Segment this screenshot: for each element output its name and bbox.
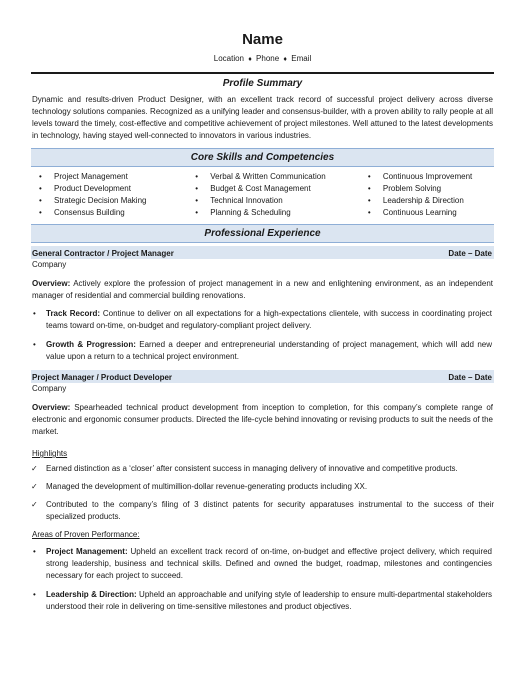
highlight-item: ✓ Contributed to the company’s filing of 3 distinct patents for security apparatuses instrumental to the success of their specialized products. — [31, 500, 494, 521]
skills-column-3 — [368, 171, 494, 219]
job-bullet: • Growth & Progression: Earned a deeper and entrepreneurial understanding of project management, which will add new value upon a return to a technical project environment. — [33, 340, 492, 361]
job-header — [31, 246, 494, 259]
bullet-icon: • — [39, 208, 42, 217]
contact-email: Email — [291, 54, 312, 63]
skill-item: • Consensus Building — [39, 208, 125, 217]
contact-line — [31, 53, 494, 65]
summary-text: Dynamic and results-driven Product Designer, with an excellent track record of successful project delivery across diverse technology solutions companies. Recognized as a unifying leader and consensus-builder, with a proven ability to rally people at all levels toward the timely, cost-effective and competitive achievement of project milestones. Well attuned to the latest developments in technology, having stayed well-connected to innovators in various industries. — [32, 95, 493, 140]
checkmark-icon: ✓ — [31, 500, 38, 509]
job-company: Company — [32, 384, 67, 393]
overview-label: Overview: — [32, 279, 71, 288]
proven-item: • Project Management: Upheld an excellent track record of on-time, on-budget and effective project delivery, which required strong leadership, business and technical skills. Defined and owned the budget, roadmap, milestones and contingencies necessary for each project to succeed. — [33, 547, 493, 580]
skill-item: • Problem Solving — [367, 184, 442, 193]
highlights-list — [31, 463, 494, 523]
skill-item: • Technical Innovation — [195, 196, 283, 205]
job-dates: Date – Date — [448, 249, 492, 258]
checkmark-icon: ✓ — [31, 482, 38, 491]
bullet-icon: • — [39, 172, 42, 181]
bullet-icon: • — [195, 196, 198, 205]
job-overview: Overview: Actively explore the profession of project management in a new and enlightening environment, as an independent manager of residential and commercial building renovations. — [32, 279, 493, 300]
skill-item: • Planning & Scheduling — [195, 208, 291, 217]
highlight-item: ✓ Earned distinction as a ‘closer’ after consistent success in managing delivery of innovative and competitive products. — [31, 464, 458, 473]
candidate-name: Name — [242, 31, 283, 48]
skill-item: • Strategic Decision Making — [39, 196, 147, 205]
bullet-icon: • — [33, 340, 36, 349]
experience-heading: Professional Experience — [31, 224, 494, 243]
skills-column-1 — [39, 171, 195, 219]
job-overview: Overview: Spearheaded technical product development from inception to completion, for this company’s complete range of electronic and ergonomic consumer products. Directed the life-cycle behind innovating or revising products to suit the needs of the market. — [32, 403, 493, 436]
skill-item: • Leadership & Direction — [367, 196, 464, 205]
bullet-icon: • — [195, 172, 198, 181]
job-role: Project Manager / Product Developer — [32, 373, 173, 382]
contact-phone: Phone — [256, 54, 280, 63]
skill-item: • Continuous Learning — [367, 208, 457, 217]
overview-label: Overview: — [32, 403, 71, 412]
contact-location: Location — [213, 54, 244, 63]
skills-column-2 — [195, 171, 368, 219]
bullet-icon: • — [33, 590, 36, 599]
bullet-icon: • — [33, 547, 36, 556]
job-header — [31, 370, 494, 383]
job-company: Company — [32, 260, 67, 269]
diamond-separator-icon: ♦ — [283, 56, 287, 63]
skills-list — [31, 167, 494, 224]
job-entry — [31, 246, 494, 363]
skill-item: • Verbal & Written Communication — [195, 172, 326, 181]
highlights-heading: Highlights — [32, 449, 68, 458]
checkmark-icon: ✓ — [31, 464, 38, 473]
bullet-icon: • — [39, 184, 42, 193]
skills-heading: Core Skills and Competencies — [31, 148, 494, 167]
bullet-icon: • — [367, 196, 371, 205]
skill-item: • Continuous Improvement — [367, 172, 473, 181]
bullet-icon: • — [195, 184, 198, 193]
proven-performance-heading: Areas of Proven Performance: — [32, 530, 140, 539]
skill-item: • Budget & Cost Management — [195, 184, 311, 193]
job-entry — [31, 370, 494, 613]
bullet-icon: • — [367, 184, 371, 193]
job-dates: Date – Date — [448, 373, 492, 382]
diamond-separator-icon: ♦ — [248, 56, 252, 63]
bullet-icon: • — [367, 172, 371, 181]
job-role: General Contractor / Project Manager — [32, 249, 174, 258]
summary-heading: Profile Summary — [222, 78, 303, 89]
highlight-item: ✓ Managed the development of multimillion-dollar revenue-generating products including XX. — [31, 482, 368, 491]
bullet-icon: • — [367, 208, 371, 217]
job-bullet: • Track Record: Continue to deliver on all expectations for a high-expectations clientele, with success in coordinating project teams toward on-time, on-budget and regulatory-compliant project delivery. — [33, 309, 493, 330]
proven-performance-list — [31, 546, 494, 613]
bullet-icon: • — [39, 196, 42, 205]
proven-item: • Leadership & Direction: Upheld an approachable and unifying style of leadership to ensure multi-departmental stakeholders understood their role in delivering on time-sensitive milestones and product objectives. — [33, 590, 492, 611]
job-bullets — [31, 308, 494, 363]
skill-item: • Product Development — [39, 184, 131, 193]
bullet-icon: • — [195, 208, 198, 217]
skill-item: • Project Management — [39, 172, 128, 181]
bullet-icon: • — [33, 309, 36, 318]
